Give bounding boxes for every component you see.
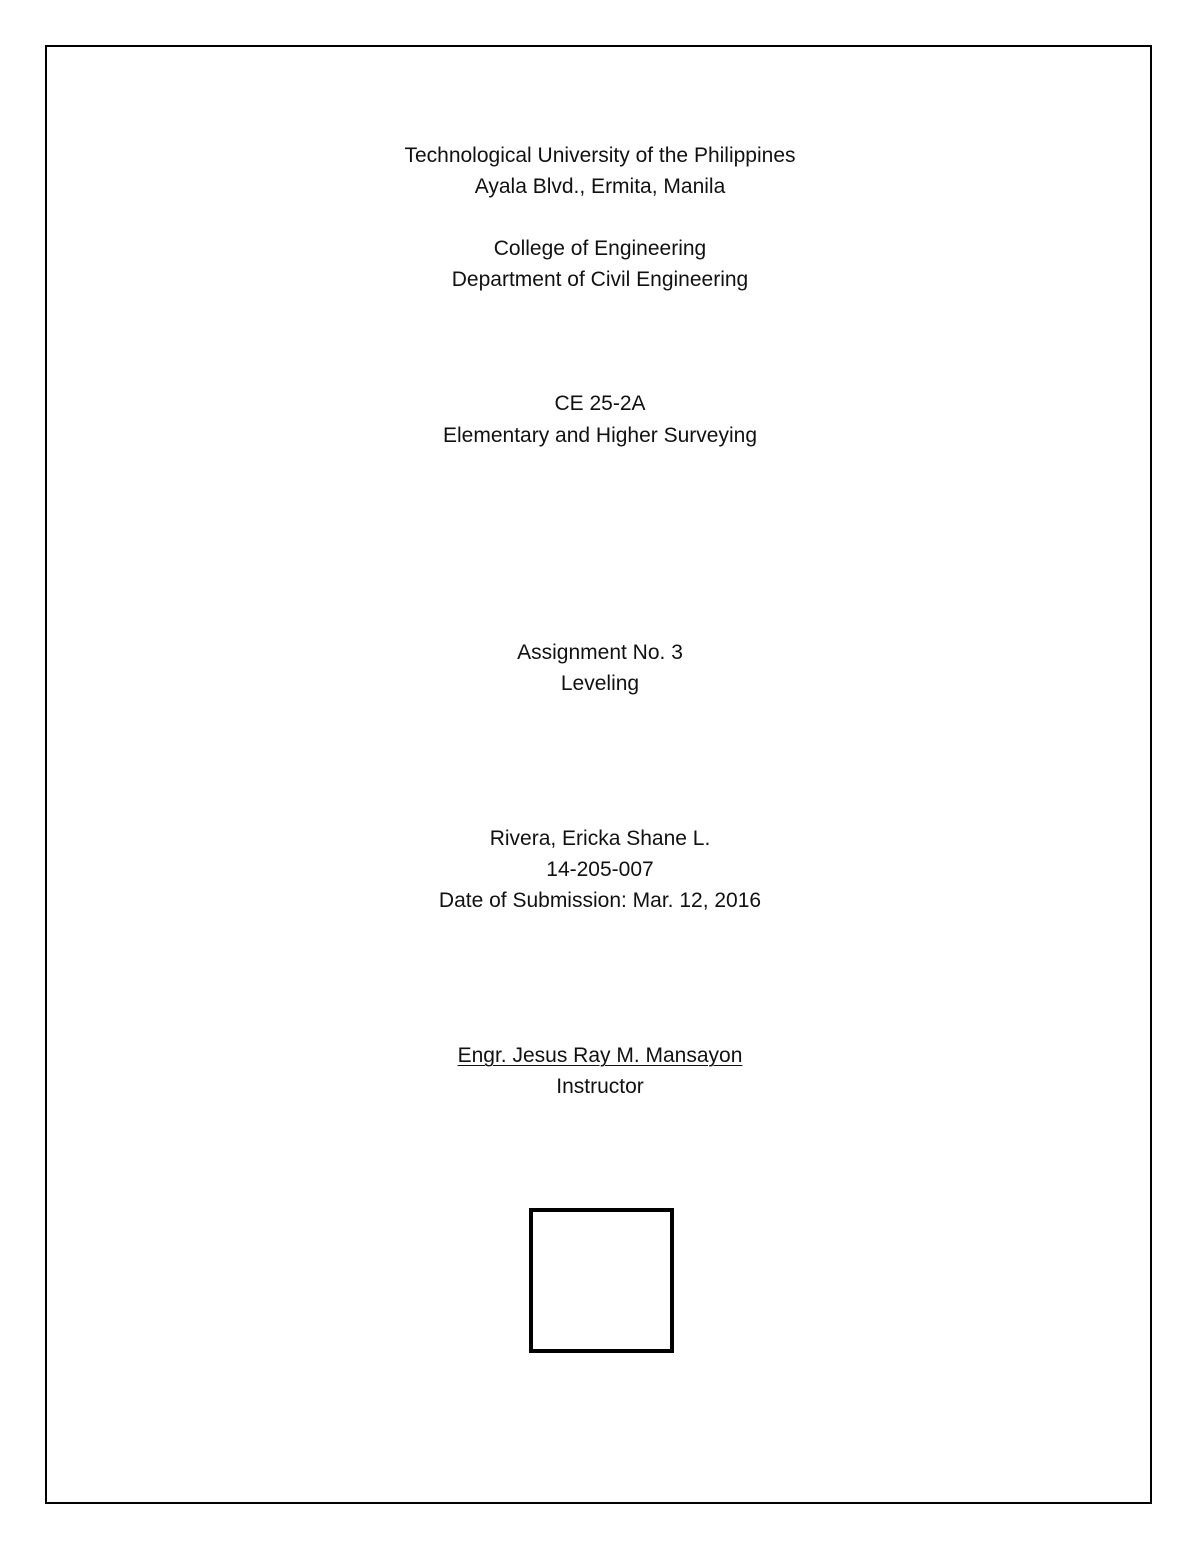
course-code: CE 25-2A: [554, 392, 646, 415]
college-name: College of Engineering: [493, 237, 707, 260]
student-name: Rivera, Ericka Shane L.: [489, 827, 711, 850]
instructor-name: [0, 1040, 1200, 1072]
university-address: Ayala Blvd., Ermita, Manila: [474, 175, 726, 198]
submission-date: Date of Submission: Mar. 12, 2016: [438, 889, 762, 912]
student-id: 14-205-007: [546, 858, 654, 881]
assignment-topic: Leveling: [560, 672, 640, 695]
instructor-role: Instructor: [556, 1075, 644, 1098]
university-name: Technological University of the Philippines: [404, 144, 796, 167]
instructor-name-text: Engr. Jesus Ray M. Mansayon: [457, 1044, 743, 1067]
course-title: Elementary and Higher Surveying: [443, 424, 757, 447]
assignment-number: Assignment No. 3: [517, 641, 683, 664]
photo-box: [529, 1208, 674, 1353]
department-name: Department of Civil Engineering: [451, 268, 749, 291]
